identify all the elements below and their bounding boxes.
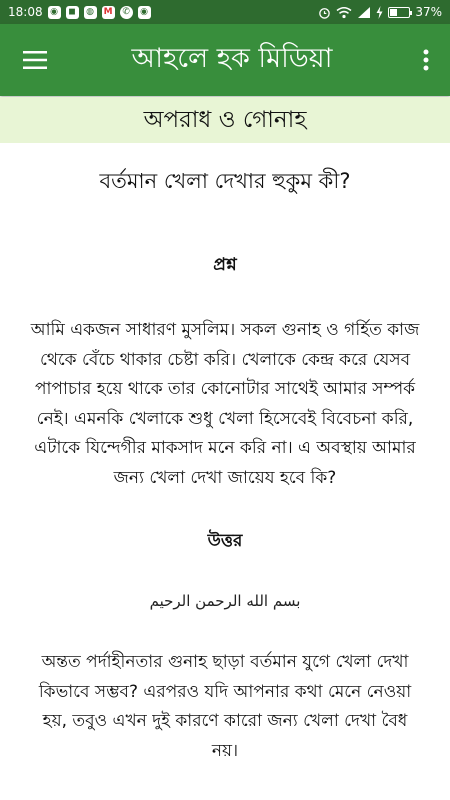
alarm-icon bbox=[318, 6, 331, 19]
mail-icon: M bbox=[102, 6, 115, 19]
wifi-icon bbox=[336, 6, 352, 19]
whatsapp-icon: ✆ bbox=[120, 6, 133, 19]
app-title: আহলে হক মিডিয়া bbox=[131, 42, 333, 74]
battery-percent: 37% bbox=[415, 5, 442, 19]
app-notification-icon: ◉ bbox=[48, 6, 61, 19]
bismillah-text: بسم الله الرحمن الرحيم bbox=[149, 592, 301, 610]
article-content[interactable] bbox=[0, 143, 450, 766]
charging-icon bbox=[376, 6, 383, 19]
category-title: অপরাধ ও গোনাহ bbox=[143, 106, 307, 133]
status-bar-right bbox=[318, 5, 442, 19]
category-header bbox=[0, 97, 450, 143]
more-vertical-icon bbox=[423, 49, 429, 71]
menu-button[interactable] bbox=[0, 24, 70, 96]
app-notification-icon: ◉ bbox=[138, 6, 151, 19]
battery-icon bbox=[388, 7, 410, 18]
answer-text: অন্তত পর্দাহীনতার গুনাহ ছাড়া বর্তমান যুগে খেলা দেখা কিভাবে সম্ভব? এরপরও যদি আপনার কথা মেনে নেওয়া হয়, তবুও এখন দুই কারণে কারো জন্য খেলা দেখা বৈধ নয়। bbox=[38, 652, 412, 761]
question-label: প্রশ্ন bbox=[213, 255, 237, 275]
battery-fill bbox=[390, 9, 397, 16]
status-time: 18:08 bbox=[8, 5, 43, 19]
app-notification-icon: ◍ bbox=[84, 6, 97, 19]
status-bar bbox=[0, 0, 450, 24]
hamburger-menu-icon bbox=[23, 51, 47, 69]
status-bar-left bbox=[8, 5, 151, 19]
answer-label: উত্তর bbox=[207, 531, 243, 551]
question-text: আমি একজন সাধারণ মুসলিম। সকল গুনাহ ও গর্হিত কাজ থেকে বেঁচে থাকার চেষ্টা করি। খেলাকে কেন্দ্র করে যেসব পাপাচার হয়ে থাকে তার কোনোটার সাথেই আমার সম্পর্ক নেই। এমনকি খেলাকে শুধু খেলা হিসেবেই বিবেচনা করি, এটাকে যিন্দেগীর মাকসাদ মনে করি না। এ অবস্থায় আমার জন্য খেলা দেখা জায়েয হবে কি? bbox=[30, 320, 420, 488]
app-notification-icon: ◼ bbox=[66, 6, 79, 19]
signal-icon bbox=[357, 6, 371, 19]
app-bar bbox=[0, 24, 450, 96]
question-title: বর্তমান খেলা দেখার হুকুম কী? bbox=[99, 169, 351, 193]
more-options-button[interactable] bbox=[402, 24, 450, 96]
